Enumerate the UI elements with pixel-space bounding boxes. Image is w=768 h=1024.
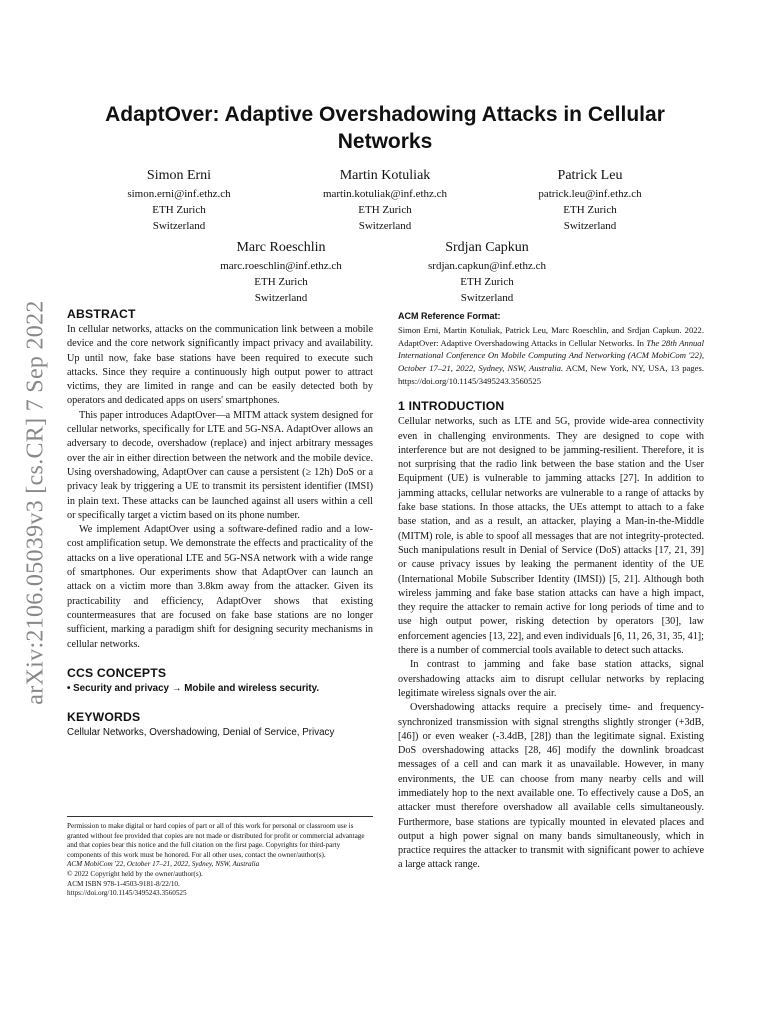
venue-line: ACM MobiCom '22, October 17–21, 2022, Sydney, NSW, Australia [67, 860, 260, 869]
author-email[interactable]: marc.roeschlin@inf.ethz.ch [220, 260, 342, 272]
right-column [398, 305, 704, 873]
abstract-heading: ABSTRACT [67, 307, 136, 321]
author-country: Switzerland [460, 292, 514, 304]
author-email[interactable]: martin.kotuliak@inf.ethz.ch [322, 188, 448, 200]
keywords-heading: KEYWORDS [67, 710, 141, 725]
ccs-concept: • Security and privacy → Mobile and wireless security. [67, 682, 320, 694]
author-email[interactable]: srdjan.capkun@inf.ethz.ch [428, 260, 546, 272]
author-affiliation: ETH Zurich [358, 204, 412, 216]
reference-tail[interactable]: ACM, New York, NY, USA, 13 pages. https://doi.org/10.1145/3495243.3560525 [398, 363, 704, 386]
author-country: Switzerland [563, 220, 617, 232]
keywords-text: Cellular Networks, Overshadowing, Denial of Service, Privacy [67, 727, 335, 739]
intro-paragraph: Cellular networks, such as LTE and 5G, provide wide-area connectivity even in challenging environments. They are designed to cope with interference but are not designed to be jamming-resilient. Therefore, it is not surprising that the radio link between the base station and the User Equipment (UE) is vulnerable to jamming attacks [27]. In addition to jamming attacks, cellular networks are vulnerable to a range of attacks by fake base stations. In those attacks, the UEs attempt to attach to a fake base station, and as a result, an attacker, playing a Man-in-the-Middle (MITM) role, is able to spoof all messages that are not integrity-protected. Such manipulations result in Denial of Service (DoS) attacks [17, 21, 39] or cause privacy issues by leaking the permanent identity of the UE (International Mobile Subscriber Identity (IMSI)) [5, 21]. Although both wireless jamming and fake base station attacks can have a high impact, they require the attacker to remain active for long periods of time and to use high output power, risking detection by operators [30], law enforcement agencies [13, 22], and even individuals [6, 11, 26, 31, 35, 41]; there is a number of commercial tools available to detect such attacks. [398, 416, 705, 657]
left-column [67, 305, 373, 740]
reference-format-heading: ACM Reference Format: [398, 311, 501, 321]
abstract-paragraph: In cellular networks, attacks on the communication link between a mobile device and the core network significantly impact privacy and availability. Up until now, fake base stations have been required to execute such attacks. Since they require a continuously high output power to attract victims, they are limited in range and can be easily detected both by operators and dedicated apps on users' smartphones. [67, 324, 373, 407]
arxiv-identifier: arXiv:2106.05039v3 [cs.CR] 7 Sep 2022 [22, 299, 49, 705]
reference-venue: The 28th Annual International Conference On Mobile Computing And Networking (ACM MobiCom '22), October 17–21, 2022, Sydney, NSW, Australia. [398, 337, 704, 374]
author-block [485, 166, 695, 234]
doi-link[interactable]: https://doi.org/10.1145/3495243.3560525 [67, 889, 187, 898]
isbn-line: ACM ISBN 978-1-4503-9181-8/22/10. [67, 879, 180, 888]
introduction-heading: 1 INTRODUCTION [398, 399, 505, 414]
author-name: Martin Kotuliak [339, 168, 431, 183]
author-country: Switzerland [358, 220, 412, 232]
intro-paragraph: Overshadowing attacks require a precisely time- and frequency-synchronized transmission with signal strengths slightly stronger (+3dB, [46]) or even weaker (-3.4dB, [28]) than the legitimate signal. Existing DoS overshadowing attacks [28, 46] modify the downlink broadcast messages of a cell and can mark it as unavailable. However, in many environments, the UE can choose from many nearby cells and will immediately hop to the next available one. To effectively cause a DoS, an attacker must therefore overshadow all available cells simultaneously. Furthermore, base stations are typically mounted in elevated places and output a high power signal on many bands simultaneously, which in practice requires the attacker to transmit with significant power to achieve a large attack range. [398, 702, 704, 871]
abstract-paragraph: This paper introduces AdaptOver—a MITM attack system designed for cellular networks, specifically for LTE and 5G-NSA. AdaptOver allows an adversary to decode, overshadow (replace) and inject arbitrary messages over the air in either direction between the network and the mobile device. Using overshadowing, AdaptOver can cause a persistent (≥ 12h) DoS or a privacy leak by triggering a UE to transmit its persistent identifier (IMSI) in plain text. These attacks can be launched against all users within a cell or specifically target a victim based on its phone number. [67, 409, 373, 521]
ccs-heading: CCS CONCEPTS [67, 665, 167, 680]
reference-authors: Simon Erni, Martin Kotuliak, Patrick Leu, Marc Roeschlin, and Srdjan Capkun. 2022. AdaptOver: Adaptive Overshadowing Attacks in Cellular Networks. In [398, 325, 704, 348]
author-name: Srdjan Capkun [445, 240, 529, 255]
abstract-paragraph: We implement AdaptOver using a software-defined radio and a low-cost amplification setup. We demonstrate the effects and practicality of the attacks on a live operational LTE and 5G-NSA network with a wide range of smartphones. Our experiments show that AdaptOver can launch an attack on a victim more than 3.8km away from the attacker. Given its practicability and efficiency, AdaptOver shows that existing countermeasures that are focused on fake base stations are no longer sufficient, marking a paradigm shift for designing security mechanisms in cellular networks. [67, 524, 373, 650]
author-country: Switzerland [254, 292, 308, 304]
paper-title: AdaptOver: Adaptive Overshadowing Attacks in Cellular Networks [105, 103, 665, 153]
author-country: Switzerland [152, 220, 206, 232]
author-affiliation: ETH Zurich [460, 276, 514, 288]
author-name: Simon Erni [146, 168, 212, 183]
author-affiliation: ETH Zurich [152, 204, 206, 216]
copyright-line: © 2022 Copyright held by the owner/author(s). [67, 869, 203, 878]
reference-format-text [398, 324, 704, 387]
permission-text: Permission to make digital or hard copies of part or all of this work for personal or classroom use is granted without fee provided that copies are not made or distributed for profit or commercial advantage and that copies bear this notice and the full citation on the first page. Copyrights for third-party components of this work must be honored. For all other uses, contact the owner/author(s). [67, 822, 365, 859]
author-email[interactable]: simon.erni@inf.ethz.ch [127, 188, 231, 200]
author-affiliation: ETH Zurich [254, 276, 308, 288]
intro-paragraph: In contrast to jamming and fake base station attacks, signal overshadowing attacks aim to disrupt cellular networks by replacing legitimate wireless signals over the air. [398, 659, 704, 699]
author-affiliation: ETH Zurich [563, 204, 617, 216]
author-block [382, 238, 592, 306]
author-name: Marc Roeschlin [236, 240, 326, 255]
author-block [74, 166, 284, 234]
permission-footnote [67, 816, 373, 899]
arxiv-stamp [12, 282, 60, 722]
author-email[interactable]: patrick.leu@inf.ethz.ch [538, 188, 642, 200]
author-block [176, 238, 386, 306]
author-block [280, 166, 490, 234]
author-name: Patrick Leu [557, 168, 623, 183]
